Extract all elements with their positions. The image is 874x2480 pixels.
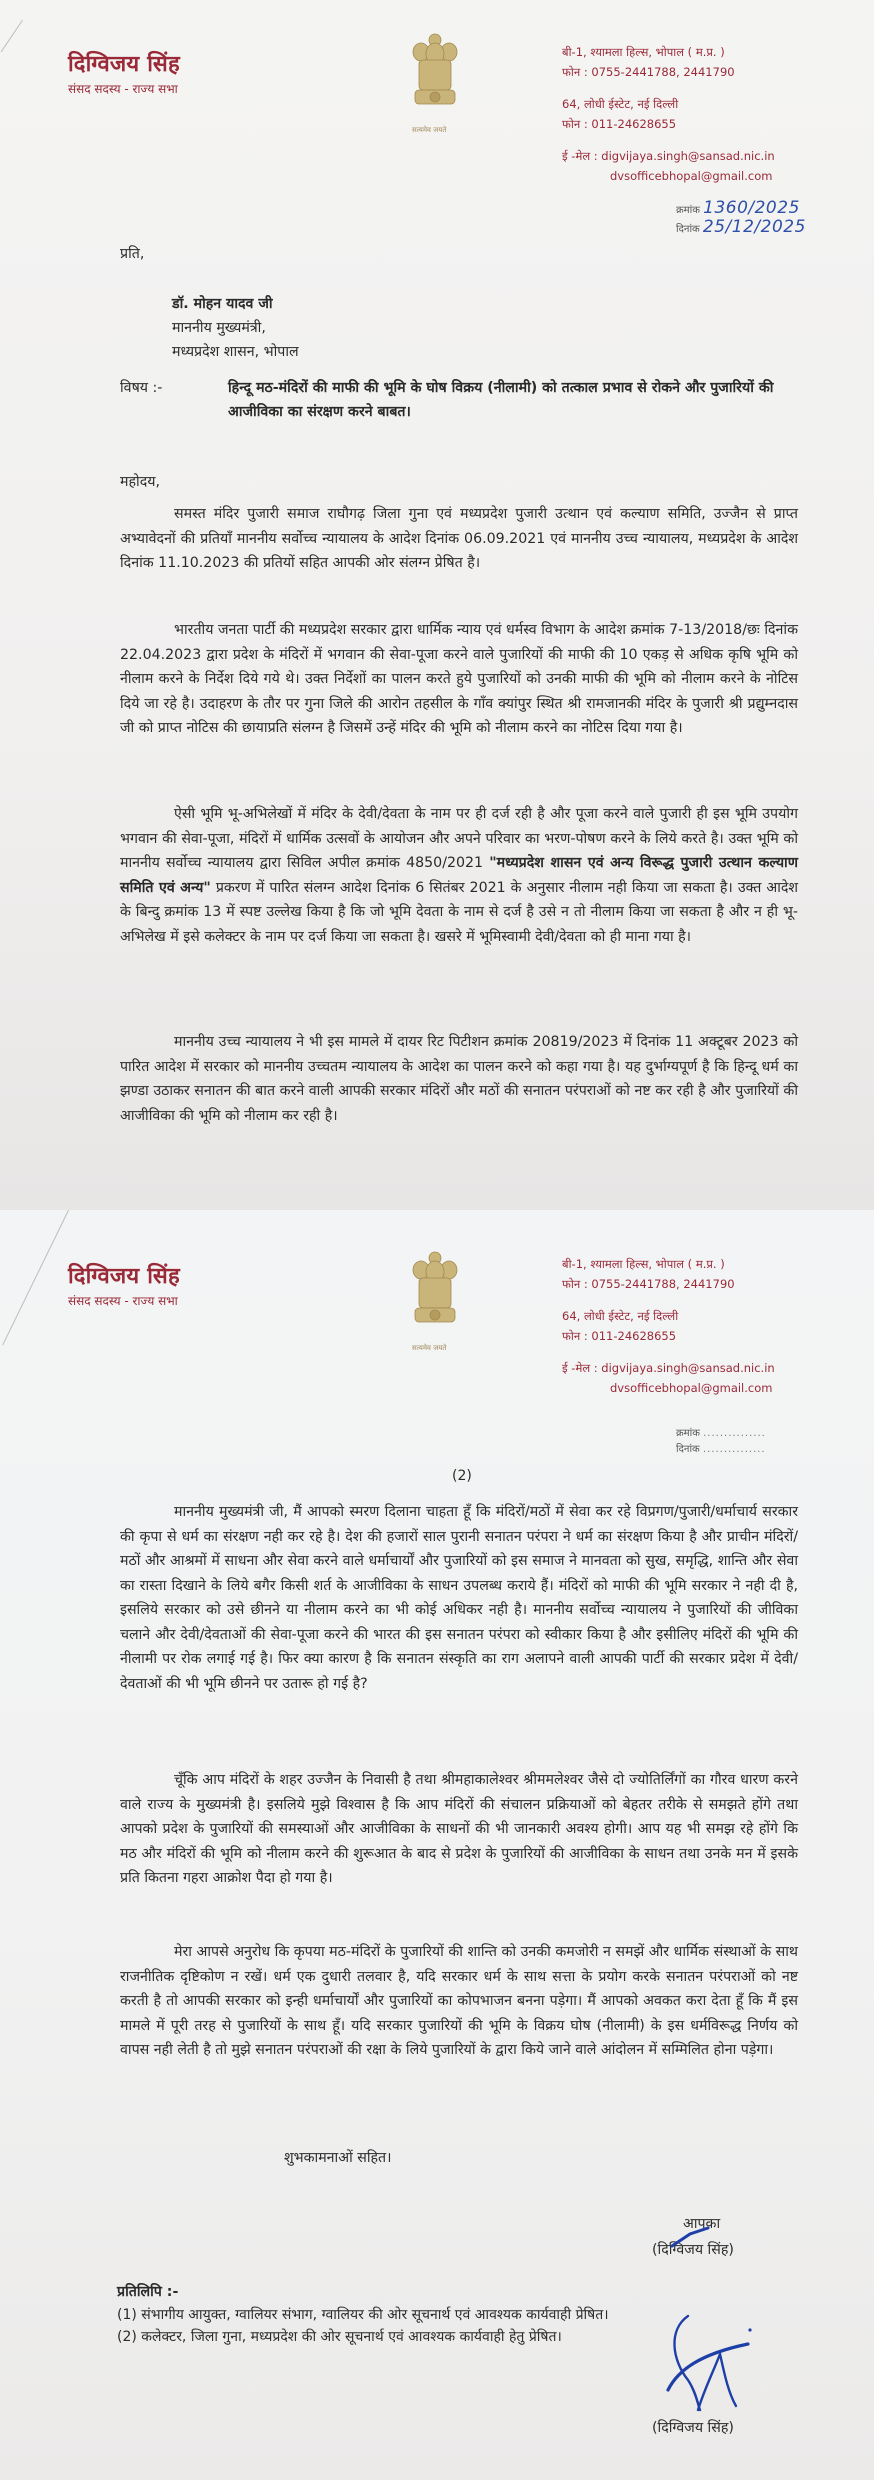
address-bhopal: बी-1, श्यामला हिल्स, भोपाल ( म.प्र. ) (562, 45, 725, 59)
recipient-name: डॉ. मोहन यादव जी (172, 296, 273, 312)
phone-delhi: फोन : 011-24628655 (562, 1329, 677, 1343)
national-emblem-icon (405, 1248, 465, 1338)
letter-page-1 (0, 0, 874, 1210)
ref-label: क्रमांक (676, 1428, 700, 1439)
paragraph-6: चूँकि आप मंदिरों के शहर उज्जैन के निवासी है तथा श्रीमहाकालेश्वर श्रीममलेश्वर जैसे दो ज्योतिर्लिंगों का गौरव धारण करने वाले राज्य के मुख्यमंत्री है। इसलिये मुझे विश्वास है कि आप मंदिरों की संचालन प्रक्रियाओं को बेहतर तरीके से समझते होंगे तथा आपको प्रदेश के पुजारियों की समस्याओं और आजीविका के साधनों की भी जानकारी अवश्य होगी। आप यह भी समझ रहे होंगे कि मठ और मंदिरों की भूमि को नीलाम करने की शुरूआत के बाद से प्रदेश के पुजारियों की आजीविका के साधन तथा उनके मन में इसके प्रति कितना गहरा आक्रोश पैदा हो गया है। (120, 1772, 798, 1886)
recipient-designation: माननीय मुख्यमंत्री, (172, 320, 266, 336)
to-label: प्रति, (120, 246, 145, 262)
letterhead-contact (562, 1254, 775, 1398)
paper-crease (2, 1210, 69, 1345)
salutation: महोदय, (120, 474, 160, 490)
national-emblem-icon (405, 30, 465, 120)
closing-greeting: शुभकामनाओं सहित। (284, 2150, 392, 2166)
paragraph-5: माननीय मुख्यमंत्री जी, मैं आपको स्मरण दिलाना चाहता हूँ कि मंदिरों/मठों में सेवा कर रहे विप्रगण/पुजारी/धर्माचार्य सरकार की कृपा से धर्म का संरक्षण नही कर रहे है। देश की हजारों साल पुरानी सनातन परंपरा ने धर्म का संरक्षण किया है और प्राचीन मंदिरों/मठों और आश्रमों में साधना और सेवा करने वाले धर्माचार्यों और पुजारियों को इस समाज ने मानवता को सुख, समृद्धि, शान्ति और सेवा का रास्ता दिखाने के लिये बगैर किसी शर्त के आजीविका के साधन उपलब्ध कराये हैं। मंदिरों को माफी की भूमि सरकार ने नही दी है, इसलिये सरकार को उसे छीनने या नीलाम करने का भी कोई अधिकर नही है। माननीय सर्वोच्च न्यायालय ने पुजारियों की जीविका चलाने और देवी/देवताओं की सेवा-पूजा करने की भारत की इस सनातन परंपरा को स्वीकार किया है और इसीलिए मंदिरों की भूमि की नीलामी पर रोक लगाई गई है। फिर क्या कारण है कि सनातन संस्कृति का राग अलापने वाली आपकी पार्टी की सरकार प्रदेश में देवी/देवताओं की भी भूमि छीनने पर उतारू हो गई है? (120, 1504, 798, 1692)
email-primary: ई -मेल : digvijaya.singh@sansad.nic.in (562, 1361, 775, 1375)
phone-bhopal: फोन : 0755-2441788, 2441790 (562, 1277, 735, 1291)
ref-number-handwritten: 1360/2025 (703, 198, 800, 218)
subject-text: हिन्दू मठ-मंदिरों की माफी की भूमि के घोष विक्रय (नीलामी) को तत्काल प्रभाव से रोकने और पुजारियों की आजीविका का संरक्षण करने बाबत। (228, 380, 774, 420)
signature-tick-icon (668, 2226, 718, 2250)
signatory-name-2: (दिग्विजय सिंह) (652, 2420, 734, 2436)
cc-item: (1) संभागीय आयुक्त, ग्वालियर संभाग, ग्वालियर की ओर सूचनार्थ एवं आवश्यक कार्यवाही प्रेषित। (117, 2307, 609, 2323)
cc-list (117, 2304, 609, 2348)
letterhead-title: संसद सदस्य - राज्य सभा (68, 82, 178, 96)
date-label: दिनांक (676, 1444, 700, 1455)
paragraph-4: माननीय उच्च न्यायालय ने भी इस मामले में दायर रिट पिटीशन क्रमांक 20819/2023 में दिनांक 11 अक्टूबर 2023 को पारित आदेश में सरकार को माननीय उच्चतम न्यायालय के आदेश का पालन करने को कहा गया है। यह दुर्भाग्यपूर्ण है कि हिन्दू धर्म का झण्डा उठाकर सनातन की बात करने वाली आपकी सरकार मंदिरों और मठों की सनातन परंपराओं को नष्ट कर रही है और पुजारियों की आजीविका की भूमि को नीलाम कर रही है। (120, 1034, 798, 1124)
page-number: (2) (452, 1468, 472, 1484)
letterhead-contact (562, 42, 775, 186)
email-secondary: dvsofficebhopal@gmail.com (610, 1381, 773, 1395)
ref-label: क्रमांक (676, 205, 700, 216)
emblem-caption: सत्यमेव जयते (412, 1344, 447, 1352)
cc-item: (2) कलेक्टर, जिला गुना, मध्यप्रदेश की ओर सूचनार्थ एवं आवश्यक कार्यवाही हेतु प्रेषित। (117, 2329, 562, 2345)
handwritten-signature-icon (648, 2310, 758, 2420)
address-delhi: 64, लोधी ईस्टेट, नई दिल्ली (562, 1309, 679, 1323)
letterhead-name: दिग्विजय सिंह (68, 52, 180, 77)
phone-bhopal: फोन : 0755-2441788, 2441790 (562, 65, 735, 79)
address-delhi: 64, लोधी ईस्टेट, नई दिल्ली (562, 97, 679, 111)
date-handwritten: 25/12/2025 (702, 217, 806, 237)
email-primary: ई -मेल : digvijaya.singh@sansad.nic.in (562, 149, 775, 163)
paragraph-1: समस्त मंदिर पुजारी समाज राघौगढ़ जिला गुना एवं मध्यप्रदेश पुजारी उत्थान एवं कल्याण समिति, उज्जैन से प्राप्त अभ्यावेदनों की प्रतियॉं माननीय सर्वोच्च न्यायालय के आदेश दिनांक 06.09.2021 एवं माननीय उच्च न्यायालय, मध्यप्रदेश के आदेश दिनांक 11.10.2023 की प्रतियों सहित आपकी ओर संलग्न प्रेषित है। (120, 506, 798, 571)
signatory-name: (दिग्विजय सिंह) (652, 2242, 734, 2258)
date-label: दिनांक (676, 224, 700, 235)
emblem-caption: सत्यमेव जयते (412, 126, 447, 134)
date-blank: ............... (702, 1444, 766, 1455)
address-bhopal: बी-1, श्यामला हिल्स, भोपाल ( म.प्र. ) (562, 1257, 725, 1271)
letterhead-title: संसद सदस्य - राज्य सभा (68, 1294, 178, 1308)
ref-blank: ............... (703, 1428, 766, 1439)
recipient-address (172, 292, 299, 364)
phone-delhi: फोन : 011-24628655 (562, 117, 677, 131)
yours-label: आपका (683, 2216, 721, 2232)
case-title: "मध्यप्रदेश शासन एवं अन्य विरूद्ध पुजारी उत्थान कल्याण समिति एवं अन्य" (120, 855, 798, 896)
paper-crease (1, 20, 23, 52)
cc-heading: प्रतिलिपि :- (117, 2284, 179, 2300)
paragraph-2: भारतीय जनता पार्टी की मध्यप्रदेश सरकार द्वारा धार्मिक न्याय एवं धर्मस्व विभाग के आदेश क्रमांक 7-13/2018/छः दिनांक 22.04.2023 द्वारा प्रदेश के मंदिरों में भगवान की सेवा-पूजा करने वाले पुजारियों की माफी की 10 एकड़ से अधिक कृषि भूमि को नीलाम करने के निर्देश दिये गये थे। उक्त निर्देशों का पालन करते हुये पुजारियों को उनकी माफी की भूमि को नीलाम करने के नोटिस दिये जा रहे है। उदाहरण के तौर पर गुना जिले की आरोन तहसील के गॉंव क्यांपुर स्थित श्री रामजानकी मंदिर के पुजारी श्री प्रद्युम्नदास जी को प्राप्त नोटिस की छायाप्रति संलग्न है जिसमें उन्हें मंदिर की भूमि को नीलाम करने का नोटिस दिया गया है। (120, 622, 799, 736)
letterhead-name: दिग्विजय सिंह (68, 1264, 180, 1289)
paragraph-3: ऐसी भूमि भू-अभिलेखों में मंदिर के देवी/देवता के नाम पर ही दर्ज रही है और पूजा करने वाले पुजारी ही इस भूमि उपयोग भगवान की सेवा-पूजा, मंदिरों में धार्मिक उत्सवों के आयोजन और अपने परिवार का भरण-पोषण करने के लिये करते है। उक्त भूमि को माननीय सर्वोच्च न्यायालय द्वारा सिविल अपील क्रमांक 4850/2021 "मध्यप्रदेश शासन एवं अन्य विरूद्ध पुजारी उत्थान कल्याण समिति एवं अन्य" प्रकरण में पारित संलग्न आदेश दिनांक 6 सितंबर 2021 के अनुसार नीलाम नही किया जा सकता है। उक्त आदेश के बिन्दु क्रमांक 13 में स्पष्ट उल्लेख किया है कि जो भूमि देवता के नाम से दर्ज है उसे न तो नीलाम किया जा सकता है और न ही भू-अभिलेख में इसे कलेक्टर के नाम पर दर्ज किया जा सकता है। खसरे में भूमिस्वामी देवी/देवता को ही माना गया है। (120, 806, 798, 945)
subject-label: विषय :- (120, 380, 163, 396)
reference-block (676, 1426, 766, 1458)
email-secondary: dvsofficebhopal@gmail.com (610, 169, 773, 183)
letter-page-2 (0, 1210, 874, 2480)
paragraph-7: मेरा आपसे अनुरोध कि कृपया मठ-मंदिरों के पुजारियों की शान्ति को उनकी कमजोरी न समझें और धार्मिक संस्थाओं के साथ राजनीतिक दृष्टिकोण न रखें। धर्म एक दुधारी तलवार है, यदि सरकार धर्म के साथ सत्ता के प्रयोग करके सनातन परंपराओं को नष्ट करती है तो आपकी सरकार को इन्ही धर्माचार्यों और पुजारियों का कोपभाजन बनना पड़ेगा। मैं आपको अवकत करा देता हूँ कि मैं इस मामले में पूरी तरह से पुजारियों के साथ हूँ। यदि सरकार पुजारियों की भूमि के विक्रय घोष (नीलामी) के इस धर्मविरूद्ध निर्णय को वापस नही लेती है तो मुझे सनातन परंपराओं की रक्षा के लिये पुजारियों के द्वारा किये जाने वाले आंदोलन में सम्मिलित होना पड़ेगा। (120, 1944, 798, 2058)
recipient-office: मध्यप्रदेश शासन, भोपाल (172, 344, 299, 360)
reference-block (676, 200, 806, 238)
